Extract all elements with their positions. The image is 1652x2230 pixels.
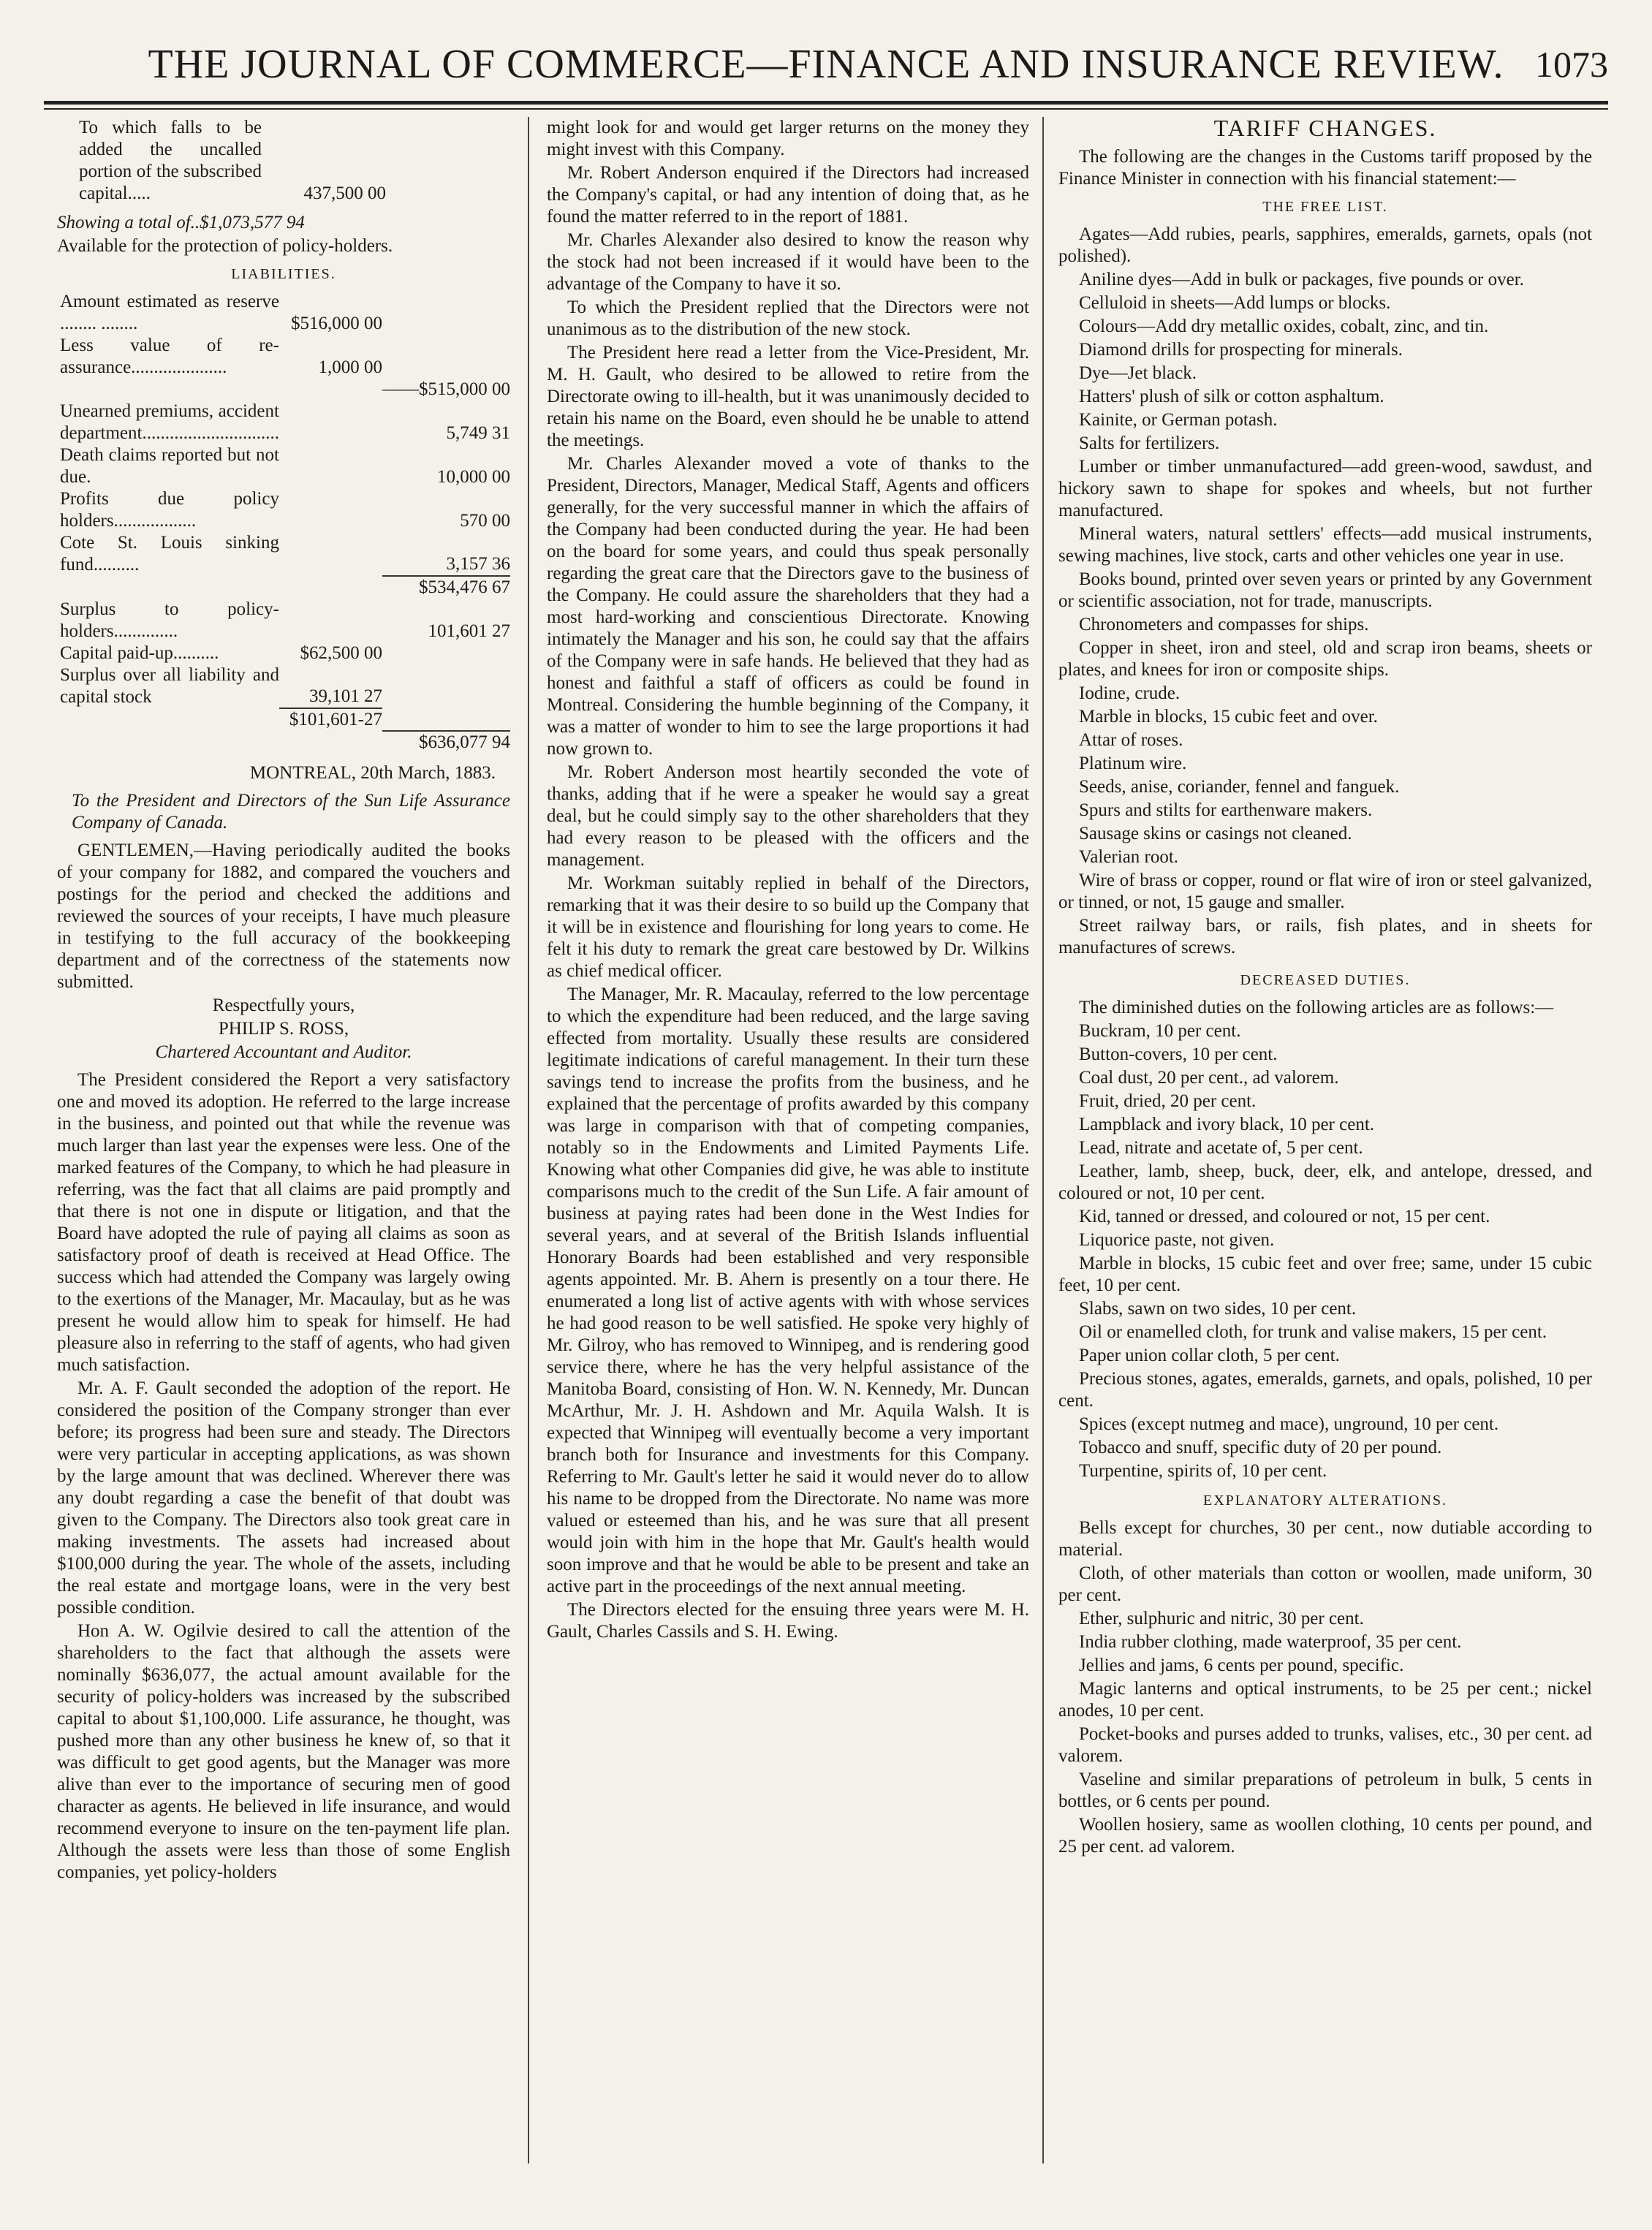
list-item: Spurs and stilts for earthenware makers. bbox=[1079, 800, 1373, 820]
auditor-title: Chartered Accountant and Auditor. bbox=[155, 1042, 412, 1062]
paragraph: The Manager, Mr. R. Macaulay, referred to the low percentage to which the expenditure had been reduced, and the large saving effected from mortality. Usually these results are considered legitimate indications of careful management. In their turn these savings tend to increase the profits from the business, and he explained that the percentage of profits awarded by this company was large in comparison with that of competing companies, notably so in the Endowments and Limited Payments Life. Knowing what other Companies did give, he was able to institute comparisons much to the credit of the Sun Life. A fair amount of business at paying rates had been done in the West Indies for several years, and at several of the British Islands influential Honorary Boards had been established and very responsible agents appointed. Mr. B. Ahern is presently on a tour there. He enumerated a long list of active agents with with whose services he had good reason to be well satisfied. He spoke very highly of Mr. Gilroy, who has removed to Winnipeg, and is rendering good service there, where he has the very helpful assistance of the Manitoba Board, consisting of Hon. W. N. Kennedy, Mr. Duncan McArthur, Mr. J. H. Ashdown and Mr. Aquila Walsh. It is expected that Winnipeg will eventually become a very important branch both for Insurance and investments for this Company. Referring to Mr. Gault's letter he said it would never do to allow his name to be dropped from the Directorate. No name was more valued or esteemed than his, and he was sure that all present would join with him in the hope that Mr. Gault's health would soon improve and that he would be able to be present and take an active part in the proceedings of the next annual meeting. bbox=[547, 985, 1029, 1596]
list-item: Iodine, crude. bbox=[1079, 683, 1181, 703]
column-3 bbox=[1058, 117, 1592, 2207]
page-number: 1073 bbox=[1535, 44, 1608, 85]
list-item: Celluloid in sheets—Add lumps or blocks. bbox=[1079, 293, 1391, 313]
column-1 bbox=[57, 117, 510, 2207]
liab-subtotal: $534,476 67 bbox=[382, 576, 510, 599]
surplus-sum: $101,601-27 bbox=[279, 708, 382, 731]
explanatory-list bbox=[1058, 1517, 1592, 1858]
uncalled-label: To which falls to be added the uncalled portion of the subscribed capital..... bbox=[79, 118, 262, 203]
liab-row: ——$515,000 00 bbox=[382, 379, 510, 399]
letter-closing: Respectfully yours, bbox=[212, 995, 355, 1015]
list-item: Agates—Add rubies, pearls, sapphires, emeralds, garnets, opals (not polished). bbox=[1058, 224, 1592, 266]
list-item: Lumber or timber unmanufactured—add green-wood, sawdust, and hickory sawn to shape for spokes and wheels, but not further manufactured. bbox=[1058, 457, 1592, 520]
surplus-row: Surplus over all liability and capital stock 39,101 27 bbox=[60, 665, 382, 707]
gault-remarks: Mr. A. F. Gault seconded the adoption of the report. He considered the position of the Company stronger than ever before; its progress had been sure and steady. The Directors were very particular in accepting applications, as was shown by the large amount that was declined. Wherever there was any doubt regarding a case the benefit of that doubt was given to the Company. The Directors also took great care in making investments. The assets had increased about $100,000 during the year. The whole of the assets, including the real estate and mortgage loans, were in the very best possible condition. bbox=[57, 1378, 510, 1617]
list-item: Bells except for churches, 30 per cent., now dutiable according to material. bbox=[1058, 1518, 1592, 1560]
paragraph: To which the President replied that the Directors were not unanimous as to the distribution of the new stock. bbox=[547, 297, 1029, 339]
uncalled-capital-table bbox=[57, 117, 510, 205]
list-item: Woollen hosiery, same as woollen clothing, 10 cents per pound, and 25 per cent. ad valorem. bbox=[1058, 1815, 1592, 1857]
available-line: Available for the protection of policy-holders. bbox=[57, 236, 393, 256]
paragraph: Mr. Charles Alexander moved a vote of thanks to the President, Directors, Manager, Medical Staff, Agents and officers generally, for the very successful manner in which the affairs of the Company had been conducted during the year. He had been on the board for some years, and could thus speak personally regarding the great care that the Directors gave to the business of the Company. He could assure the shareholders that they had a most hard-working and conscientious Directorate. Knowing intimately the Manager and his son, he could say that the affairs of the Company were in safe hands. He believed that they had as honest and faithful a staff of officers as could be found in Montreal. Considering the humble beginning of the Company, it was a matter of wonder to him to see the large proportions it had now grown to. bbox=[547, 454, 1029, 759]
tariff-intro: The following are the changes in the Customs tariff proposed by the Finance Minister in connection with his financial statement:— bbox=[1058, 147, 1592, 189]
list-item: Marble in blocks, 15 cubic feet and over free; same, under 15 cubic feet, 10 per cent. bbox=[1058, 1254, 1592, 1295]
list-item: Diamond drills for prospecting for minerals. bbox=[1079, 340, 1403, 360]
surplus-sum-row bbox=[57, 708, 510, 731]
list-item: Turpentine, spirits of, 10 per cent. bbox=[1079, 1461, 1327, 1481]
list-item: Magic lanterns and optical instruments, to be 25 per cent.; nickel anodes, 10 per cent. bbox=[1058, 1679, 1592, 1721]
list-item: Chronometers and compasses for ships. bbox=[1079, 615, 1369, 634]
column-divider-1 bbox=[528, 117, 529, 2163]
liab-row: Unearned premiums, accident department.............................. 5,749 31 bbox=[60, 401, 510, 443]
liab-row: Profits due policy holders.................. 570 00 bbox=[60, 489, 510, 531]
list-item: Slabs, sawn on two sides, 10 per cent. bbox=[1079, 1299, 1357, 1319]
list-item: Buckram, 10 per cent. bbox=[1079, 1021, 1241, 1041]
list-item: Button-covers, 10 per cent. bbox=[1079, 1044, 1278, 1064]
list-item: Seeds, anise, coriander, fennel and fanguek. bbox=[1079, 777, 1400, 797]
decreased-duties-heading: DECREASED DUTIES. bbox=[1240, 972, 1411, 988]
list-item: Jellies and jams, 6 cents per pound, specific. bbox=[1079, 1656, 1404, 1675]
list-item: Books bound, printed over seven years or printed by any Government or scientific association, not for trade, manuscripts. bbox=[1058, 569, 1592, 611]
uncalled-amount: 437,500 00 bbox=[303, 183, 386, 203]
list-item: Mineral waters, natural settlers' effects—add musical instruments, sewing machines, live stock, carts and other vehicles one year in use. bbox=[1058, 524, 1592, 566]
list-item: Salts for fertilizers. bbox=[1079, 433, 1220, 453]
list-item: Tobacco and snuff, specific duty of 20 per pound. bbox=[1079, 1438, 1442, 1457]
showing-total: Showing a total of..$1,073,577 94 bbox=[57, 213, 305, 232]
explanatory-heading: EXPLANATORY ALTERATIONS. bbox=[1203, 1493, 1447, 1509]
paragraph: The President here read a letter from the Vice-President, Mr. M. H. Gault, who desired to be allowed to retire from the Directorate owing to ill-health, but it was unanimously decided to retain his name on the Board, even should he be unable to attend the meetings. bbox=[547, 343, 1029, 450]
paragraph: Mr. Robert Anderson enquired if the Directors had increased the Company's capital, or had any intention of doing that, as he found the matter referred to in the report of 1881. bbox=[547, 163, 1029, 227]
paragraph: might look for and would get larger returns on the money they might invest with this Company. bbox=[547, 118, 1029, 159]
list-item: Leather, lamb, sheep, buck, deer, elk, and antelope, dressed, and coloured or not, 10 per cent. bbox=[1058, 1161, 1592, 1203]
paragraph: Mr. Workman suitably replied in behalf of the Directors, remarking that it was their desire to so build up the Company that it will be in existence and flourishing for long years to come. He felt it his duty to remark the great care bestowed by Dr. Wilkins as chief medical officer. bbox=[547, 873, 1029, 981]
liab-row: Death claims reported but not due. 10,000 00 bbox=[60, 445, 510, 487]
list-item: Vaseline and similar preparations of petroleum in bulk, 5 cents in bottles, or 6 cents per pound. bbox=[1058, 1770, 1592, 1811]
list-item: Ether, sulphuric and nitric, 30 per cent. bbox=[1079, 1609, 1364, 1628]
liab-row: Less value of re-assurance..................... 1,000 00 bbox=[60, 335, 382, 377]
list-item: Kainite, or German potash. bbox=[1079, 410, 1278, 430]
liab-row: Cote St. Louis sinking fund.......... 3,157 36 bbox=[60, 533, 510, 574]
journal-title: THE JOURNAL OF COMMERCE—FINANCE AND INSURANCE REVIEW. bbox=[148, 42, 1504, 87]
list-item: Hatters' plush of silk or cotton asphaltum. bbox=[1079, 387, 1384, 406]
list-item: Aniline dyes—Add in bulk or packages, five pounds or over. bbox=[1079, 270, 1524, 289]
paragraph: Mr. Charles Alexander also desired to know the reason why the stock had not been increased if it would have been to the advantage of the Company to have it so. bbox=[547, 230, 1029, 294]
list-item: Marble in blocks, 15 cubic feet and over. bbox=[1079, 707, 1378, 727]
list-item: Colours—Add dry metallic oxides, cobalt, zinc, and tin. bbox=[1079, 316, 1489, 336]
dateline: MONTREAL, 20th March, 1883. bbox=[249, 763, 496, 783]
grand-total: $636,077 94 bbox=[382, 731, 510, 754]
list-item: Paper union collar cloth, 5 per cent. bbox=[1079, 1346, 1340, 1365]
paragraph: Mr. Robert Anderson most heartily seconded the vote of thanks, adding that if he were a speaker he would say a great deal, but he could simply say to the other shareholders that they had every reason to be pleased with the officers and the management. bbox=[547, 762, 1029, 870]
list-item: Precious stones, agates, emeralds, garnets, and opals, polished, 10 per cent. bbox=[1058, 1369, 1592, 1411]
list-item: Cloth, of other materials than cotton or woollen, made uniform, 30 per cent. bbox=[1058, 1563, 1592, 1605]
free-list-heading: THE FREE LIST. bbox=[1262, 199, 1388, 215]
grand-total-row bbox=[57, 731, 510, 754]
list-item: Oil or enamelled cloth, for trunk and valise makers, 15 per cent. bbox=[1079, 1322, 1547, 1342]
list-item: Lead, nitrate and acetate of, 5 per cent. bbox=[1079, 1138, 1363, 1158]
tariff-heading: TARIFF CHANGES. bbox=[1213, 117, 1437, 141]
list-item: Wire of brass or copper, round or flat wire of iron or steel galvanized, or tinned, or not, 15 gauge and smaller. bbox=[1058, 871, 1592, 912]
paragraph: The Directors elected for the ensuing three years were M. H. Gault, Charles Cassils and S. H. Ewing. bbox=[547, 1600, 1029, 1642]
liab-row: Amount estimated as reserve ........ ........ $516,000 00 bbox=[60, 292, 382, 333]
column-2 bbox=[547, 117, 1029, 2207]
liabilities-table bbox=[57, 291, 510, 754]
list-item: India rubber clothing, made waterproof, 35 per cent. bbox=[1079, 1632, 1462, 1652]
ogilvie-remarks: Hon A. W. Ogilvie desired to call the attention of the shareholders to the fact that although the assets were nominally $636,077, the actual amount available for the security of policy-holders was increased by the subscribed capital to about $1,100,000. Life assurance, he thought, was pushed more than any other business he knew of, so that it was difficult to get good agents, but the Manager was more alive than ever to the importance of securing men of good character as agents. He believed in life insurance, and would recommend everyone to insure on the ten-payment life plan. Although the assets were less than those of some English companies, yet policy-holders bbox=[57, 1621, 510, 1882]
list-item: Dye—Jet black. bbox=[1079, 363, 1197, 383]
list-item: Street railway bars, or rails, fish plates, and in sheets for manufactures of screws. bbox=[1058, 916, 1592, 957]
president-remarks: The President considered the Report a very satisfactory one and moved its adoption. He referred to the large increase in the business, and pointed out that while the revenue was much larger than last year the expenses were less. One of the marked features of the Company, to which he had pleasure in referring, was the fact that all claims are paid promptly and that there is not one in dispute or litigation, and that the Board have adopted the rule of paying all claims as soon as satisfactory proof of death is received at Head Office. The success which had attended the Company was largely owing to the exertions of the Manager, Mr. Macaulay, but as he was present he would allow him to speak for himself. He had pleasure also in referring to the staff of agents, who had given much satisfaction. bbox=[57, 1070, 510, 1375]
auditor-signature: PHILIP S. ROSS, bbox=[218, 1019, 349, 1039]
list-item: Spices (except nutmeg and mace), unground, 10 per cent. bbox=[1079, 1414, 1499, 1434]
liab-subtotal-row bbox=[57, 576, 510, 599]
decreased-list bbox=[1058, 1020, 1592, 1482]
list-item: Pocket-books and purses added to trunks, valises, etc., 30 per cent. ad valorem. bbox=[1058, 1724, 1592, 1766]
list-item: Fruit, dried, 20 per cent. bbox=[1079, 1091, 1257, 1111]
surplus-row: Capital paid-up.......... $62,500 00 bbox=[60, 643, 382, 663]
auditor-letter: GENTLEMEN,—Having periodically audited the books of your company for 1882, and compared the vouchers and postings for the period and checked the additions and reviewed the sources of your receipts, I have much pleasure in testifying to the full accuracy of the bookkeeping department and of the correctness of the statements now submitted. bbox=[57, 841, 510, 992]
list-item: Attar of roses. bbox=[1079, 730, 1183, 750]
free-list bbox=[1058, 224, 1592, 959]
list-item: Sausage skins or casings not cleaned. bbox=[1079, 824, 1352, 843]
surplus-row: Surplus to policy-holders.............. 101,601 27 bbox=[60, 599, 510, 641]
column-divider-2 bbox=[1042, 117, 1044, 2163]
list-item: Lampblack and ivory black, 10 per cent. bbox=[1079, 1115, 1375, 1134]
header-rule-thick bbox=[44, 101, 1608, 105]
liabilities-heading: LIABILITIES. bbox=[231, 266, 336, 282]
list-item: Coal dust, 20 per cent., ad valorem. bbox=[1079, 1068, 1339, 1088]
list-item: Kid, tanned or dressed, and coloured or not, 15 per cent. bbox=[1079, 1207, 1490, 1226]
list-item: Valerian root. bbox=[1079, 847, 1179, 867]
header-rule-thin bbox=[44, 108, 1608, 110]
page-header bbox=[44, 35, 1608, 94]
list-item: Copper in sheet, iron and steel, old and scrap iron beams, sheets or plates, and knees for iron or composite ships. bbox=[1058, 638, 1592, 680]
auditor-address: To the President and Directors of the Sun Life Assurance Company of Canada. bbox=[72, 791, 510, 833]
decreased-intro: The diminished duties on the following articles are as follows:— bbox=[1079, 998, 1554, 1017]
list-item: Platinum wire. bbox=[1079, 754, 1187, 773]
list-item: Liquorice paste, not given. bbox=[1079, 1230, 1275, 1250]
